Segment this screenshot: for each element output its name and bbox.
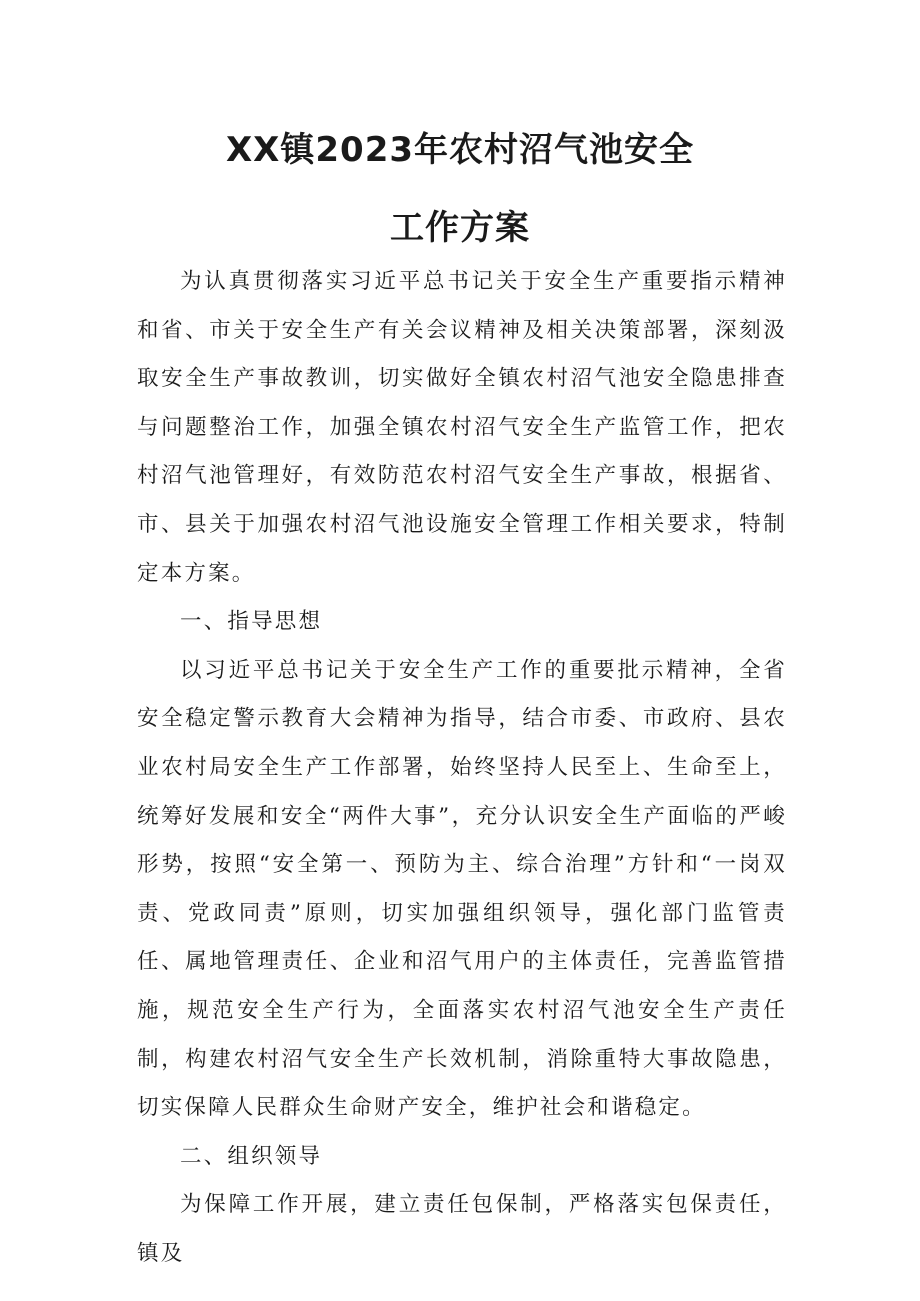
document-title-line1: XX镇2023年农村沼气池安全 xyxy=(225,130,695,170)
paragraph-guiding-ideology: 以习近平总书记关于安全生产工作的重要批示精神，全省安全稳定警示教育大会精神为指导，结合市委、市政府、县农业农村局安全生产工作部署，始终坚持人民至上、生命至上，统筹好发展和安全“两件大事”，充分认识安全生产面临的严峻形势，按照“安全第一、预防为主、综合治理”方针和“一岗双责、党政同责”原则，切实加强组织领导，强化部门监管责任、属地管理责任、企业和沼气用户的主体责任，完善监管措施，规范安全生产行为，全面落实农村沼气池安全生产责任制，构建农村沼气安全生产长效机制，消除重特大事故隐患，切实保障人民群众生命财产安全，维护社会和谐稳定。 xyxy=(137,657,787,1121)
section-heading-guiding-ideology: 一、指导思想 xyxy=(180,609,323,635)
section-heading-organization: 二、组织领导 xyxy=(180,1143,323,1169)
document-title-line2: 工作方案 xyxy=(390,208,530,248)
paragraph-organization: 为保障工作开展，建立责任包保制，严格落实包保责任，镇及 xyxy=(137,1192,787,1266)
document-body xyxy=(137,258,787,1278)
paragraph-intro: 为认真贯彻落实习近平总书记关于安全生产重要指示精神和省、市关于安全生产有关会议精神及相关决策部署，深刻汲取安全生产事故教训，切实做好全镇农村沼气池安全隐患排查与问题整治工作，加强全镇农村沼气安全生产监管工作，把农村沼气池管理好，有效防范农村沼气安全生产事故，根据省、市、县关于加强农村沼气池设施安全管理工作相关要求，特制定本方案。 xyxy=(137,269,787,586)
